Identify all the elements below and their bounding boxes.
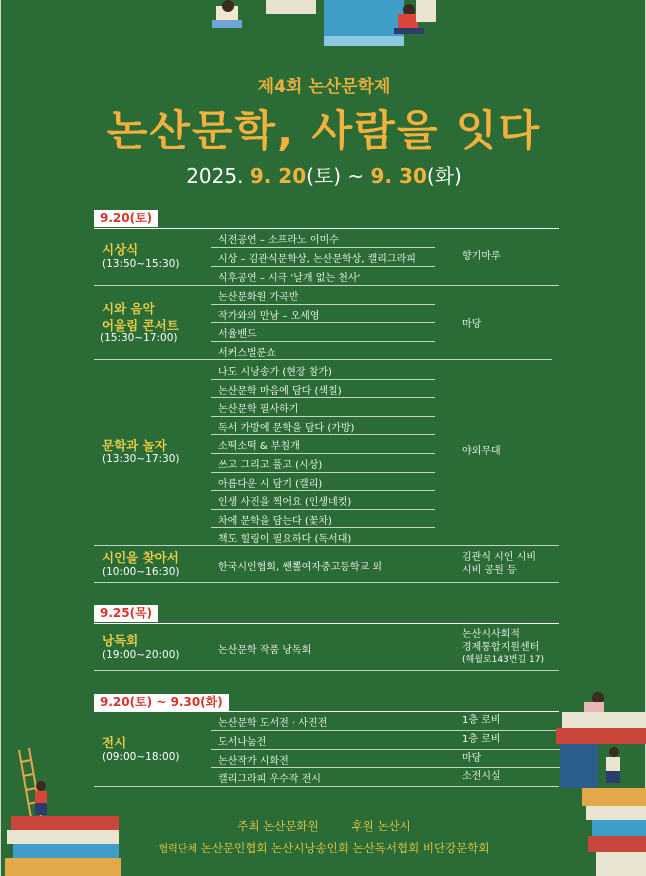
partners: 논산문인협회 논산시낭송인회 논산독서협회 비단강문학회 xyxy=(200,841,490,855)
venue: 향기마루 xyxy=(462,251,501,262)
program-item: 차에 문학을 담는다 (꽃차) xyxy=(218,516,332,527)
date-year: 2025. xyxy=(186,164,244,188)
festival-dates xyxy=(1,160,646,189)
partner-organizations xyxy=(1,840,646,856)
row-divider xyxy=(211,767,561,768)
row-divider xyxy=(211,434,435,435)
program-item: 논산문학 도서전 · 사진전 xyxy=(218,718,328,729)
sponsor-label: 후원 xyxy=(351,819,374,833)
program-item: 논산작가 시화전 xyxy=(218,756,289,767)
row-divider xyxy=(211,527,435,528)
event-name: 시인을 찾아서 xyxy=(102,550,179,565)
venue: 1층 로비 xyxy=(462,734,501,745)
venue: 마당 xyxy=(462,753,482,764)
program-item: 캘리그라피 우수작 전시 xyxy=(218,774,321,785)
date-start: 9. 20 xyxy=(249,164,307,188)
event-name: 낭독회 xyxy=(102,633,139,648)
venue: 김관식 시인 시비 xyxy=(462,552,536,563)
program-item: 한국시인협회, 쌘뽈여자중고등학교 외 xyxy=(218,562,383,573)
event-time: (13:50~15:30) xyxy=(102,258,180,270)
row-divider xyxy=(94,285,559,286)
section-divider xyxy=(94,623,559,624)
event-name: 시와 음악 xyxy=(102,301,155,316)
event-time: (19:00~20:00) xyxy=(102,649,180,661)
partners-label: 협력단체 xyxy=(158,844,198,855)
organizers xyxy=(1,818,646,834)
program-item: 아름다운 시 담기 (캘리) xyxy=(218,479,323,490)
event-time: (13:30~17:30) xyxy=(102,453,180,465)
row-divider xyxy=(211,397,435,398)
row-divider xyxy=(211,472,435,473)
row-divider xyxy=(211,416,435,417)
program-item: 나도 시낭송가 (현장 참가) xyxy=(218,367,332,378)
festival-title: 논산문학, 사람을 잇다 xyxy=(106,106,542,155)
reading-children-illustration xyxy=(206,0,446,48)
section-divider xyxy=(94,228,559,229)
venue: 마당 xyxy=(462,319,482,330)
venue: 시비 공원 등 xyxy=(462,565,517,576)
row-divider xyxy=(211,509,435,510)
venue: 1층 로비 xyxy=(462,715,501,726)
program-item: 인생 사진을 찍어요 (인생네컷) xyxy=(218,497,352,508)
host-label: 주최 xyxy=(237,819,260,833)
program-item: 시상 – 김관식문학상, 논산문학상, 캘리그라피 xyxy=(218,254,416,265)
section-date-tag: 9.20(토) xyxy=(94,210,158,227)
event-time: (09:00~18:00) xyxy=(102,751,180,763)
program-item: 작가와의 만남 – 오세영 xyxy=(218,311,320,322)
event-name: 문학과 놀자 xyxy=(102,438,167,453)
row-divider xyxy=(211,304,435,305)
date-start-day: (토) ~ xyxy=(306,164,365,188)
program-item: 서율밴드 xyxy=(218,329,257,340)
section-date-tag: 9.20(토) ~ 9.30(화) xyxy=(94,694,229,711)
program-item: 책도 힐링이 필요하다 (독서대) xyxy=(218,534,352,545)
row-divider xyxy=(94,670,559,671)
event-name: 시상식 xyxy=(102,242,139,257)
program-item: 쓰고 그리고 풀고 (시상) xyxy=(218,460,323,471)
section-divider xyxy=(94,711,559,712)
host: 논산문화원 xyxy=(263,819,319,833)
venue: 경제통합지원센터 xyxy=(462,642,540,653)
event-time: (10:00~16:30) xyxy=(102,566,180,578)
section-date-tag: 9.25(목) xyxy=(94,605,158,622)
festival-edition: 제4회 논산문학제 xyxy=(257,77,391,97)
row-divider xyxy=(211,453,435,454)
row-divider xyxy=(211,730,561,731)
row-divider xyxy=(211,247,435,248)
event-name: 전시 xyxy=(102,735,127,750)
program-item: 논산문학 작품 낭독회 xyxy=(218,645,312,656)
row-divider xyxy=(94,582,559,583)
program-item: 서커스벌룬쇼 xyxy=(218,348,276,359)
row-divider xyxy=(211,490,435,491)
event-name: 어울림 콘서트 xyxy=(102,318,179,333)
venue: 야외무대 xyxy=(462,446,501,457)
venue-address: (해월로143번길 17) xyxy=(462,655,544,665)
program-item: 논산문학 마음에 담다 (색칠) xyxy=(218,386,342,397)
program-item: 논산문화원 가곡반 xyxy=(218,292,299,303)
program-item: 독서 가방에 문학을 담다 (가방) xyxy=(218,423,355,434)
program-item: 논산문학 필사하기 xyxy=(218,404,299,415)
date-end-day: (화) xyxy=(426,164,462,188)
sponsor: 논산시 xyxy=(377,819,411,833)
row-divider xyxy=(94,786,559,787)
row-divider xyxy=(211,322,435,323)
date-end: 9. 30 xyxy=(370,164,427,188)
program-item: 식전공연 – 소프라노 이미수 xyxy=(218,235,339,246)
row-divider xyxy=(94,359,552,360)
event-time: (15:30~17:00) xyxy=(100,332,178,344)
venue: 논산시사회적 xyxy=(462,629,520,640)
row-divider xyxy=(211,341,435,342)
program-item: 도서나눔전 xyxy=(218,737,267,748)
row-divider xyxy=(211,266,435,267)
row-divider xyxy=(211,749,561,750)
row-divider xyxy=(94,545,559,546)
program-item: 식후공연 – 시극 '날개 없는 천사' xyxy=(218,273,361,284)
row-divider xyxy=(211,379,435,380)
venue: 소전시실 xyxy=(462,771,501,782)
program-item: 소떡소떡 & 부침개 xyxy=(218,441,300,452)
